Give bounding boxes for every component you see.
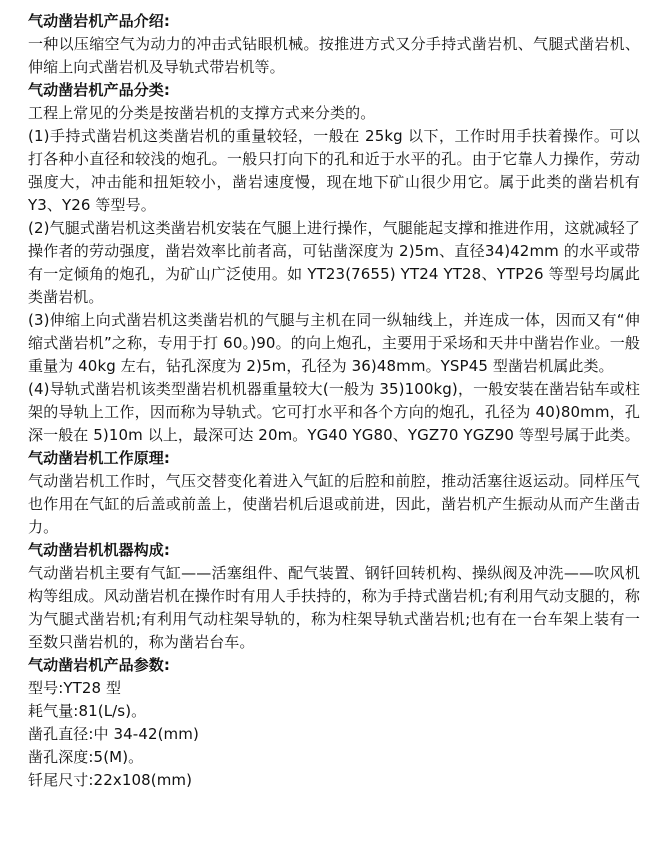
param-air-consumption: 耗气量:81(L/s)。 [28, 702, 147, 720]
section-parameters [28, 654, 640, 792]
param-hole-diameter: 凿孔直径:中 34-42(mm) [28, 725, 199, 743]
paragraph: 一种以压缩空气为动力的冲击式钻眼机械。按推进方式又分手持式凿岩机、气腿式凿岩机、伸缩上向式凿岩机及导轨式带岩机等。 [28, 35, 640, 76]
paragraph: 气动凿岩机工作时，气压交替变化着进入气缸的后腔和前腔，推动活塞往返运动。同样压气也作用在气缸的后盖或前盖上，使凿岩机后退或前进，因此，凿岩机产生振动从而产生凿击力。 [28, 472, 640, 536]
param-hole-depth: 凿孔深度:5(M)。 [28, 748, 144, 766]
section-classification [28, 79, 640, 447]
section-heading: 气动凿岩机产品分类: [28, 81, 170, 99]
param-model: 型号:YT28 型 [28, 679, 122, 697]
section-intro [28, 10, 640, 79]
section-heading: 气动凿岩机产品介绍: [28, 12, 170, 30]
section-heading: 气动凿岩机产品参数: [28, 656, 170, 674]
paragraph: 气动凿岩机主要有气缸——活塞组件、配气装置、钢钎回转机构、操纵阀及冲洗——吹风机构等组成。风动凿岩机在操作时有用人手扶持的，称为手持式凿岩机;有利用气动支腿的，称为气腿式凿岩机;有利用气动柱架导轨的，称为柱架导轨式凿岩机;也有在一台车架上装有一至数只凿岩机的，称为凿岩台车。 [28, 564, 640, 651]
section-principle [28, 447, 640, 539]
paragraph: (2)气腿式凿岩机这类凿岩机安装在气腿上进行操作，气腿能起支撑和推进作用，这就减轻了操作者的劳动强度，凿岩效率比前者高，可钻凿深度为 2)5m、直径34)42mm 的水平或带有一定倾角的炮孔，为矿山广泛使用。如 YT23(7655) YT24 YT28、YTP26 等型号均属此类凿岩机。 [28, 219, 640, 306]
paragraph: (4)导轨式凿岩机该类型凿岩机机器重量较大(一般为 35)100kg)，一般安装在凿岩钻车或柱架的导轨上工作，因而称为导轨式。它可打水平和各个方向的炮孔，孔径为 40)80mm，孔深一般在 5)10m 以上，最深可达 20m。YG40 YG80、YGZ70 YGZ90 等型号属于此类。 [28, 380, 640, 444]
paragraph: 工程上常见的分类是按凿岩机的支撑方式来分类的。 [28, 104, 376, 122]
section-structure [28, 539, 640, 654]
document-body [28, 10, 640, 792]
section-heading: 气动凿岩机机器构成: [28, 541, 170, 559]
paragraph: (3)伸缩上向式凿岩机这类凿岩机的气腿与主机在同一纵轴线上，并连成一体，因而又有“伸缩式凿岩机”之称，专用于打 60。)90。的向上炮孔，主要用于采场和天井中凿岩作业。一般重量为 40kg 左右，钻孔深度为 2)5m，孔径为 36)48mm。YSP45 型凿岩机属此类。 [28, 311, 640, 375]
param-shank-size: 钎尾尺寸:22x108(mm) [28, 771, 193, 789]
section-heading: 气动凿岩机工作原理: [28, 449, 170, 467]
paragraph: (1)手持式凿岩机这类凿岩机的重量较轻，一般在 25kg 以下，工作时用手扶着操作。可以打各种小直径和较浅的炮孔。一般只打向下的孔和近于水平的孔。由于它靠人力操作，劳动强度大，冲击能和扭矩较小，凿岩速度慢，现在地下矿山很少用它。属于此类的凿岩机有 Y3、Y26 等型号。 [28, 127, 640, 214]
